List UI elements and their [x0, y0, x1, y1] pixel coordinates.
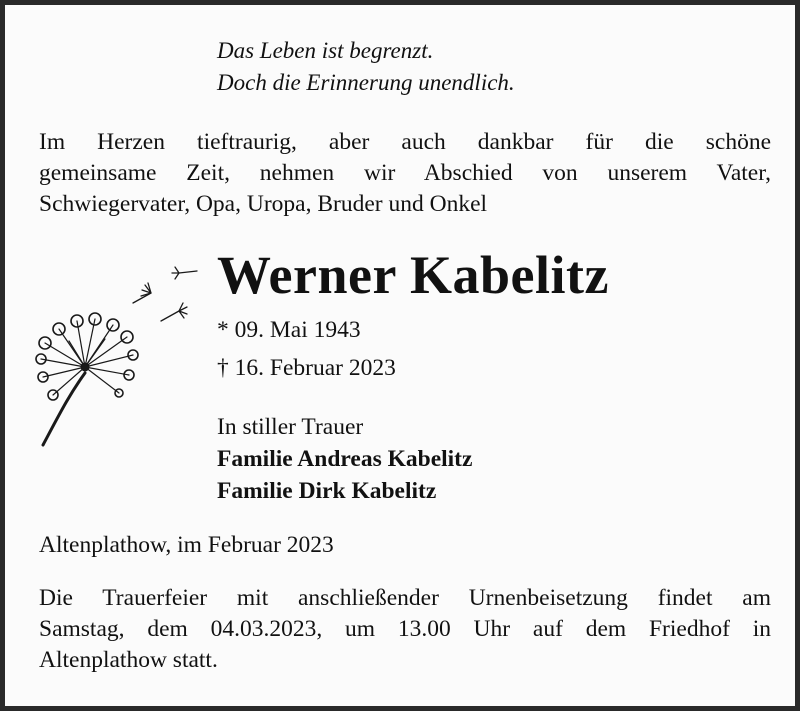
intro-line-1: Im Herzen tieftraurig, aber auch dankbar für die schöne — [39, 129, 771, 155]
family-2: Familie Dirk Kabelitz — [217, 478, 437, 504]
service-info — [39, 583, 771, 676]
mourners-heading: In stiller Trauer — [217, 414, 364, 440]
family-1: Familie Andreas Kabelitz — [217, 446, 473, 472]
dandelion-icon — [29, 255, 214, 455]
intro-line-2: gemeinsame Zeit, nehmen wir Abschied von unserem Vater, — [39, 160, 771, 186]
deceased-name: Werner Kabelitz — [217, 245, 609, 305]
intro-text — [39, 127, 771, 220]
life-dates — [217, 311, 396, 387]
intro-line-3: Schwiegervater, Opa, Uropa, Bruder und Onkel — [39, 191, 488, 217]
service-line-3: Altenplathow statt. — [39, 647, 218, 673]
motto-line-1: Das Leben ist begrenzt. — [217, 38, 434, 63]
motto-line-2: Doch die Erinnerung unendlich. — [217, 70, 515, 95]
place-date: Altenplathow, im Februar 2023 — [39, 532, 334, 558]
mourners — [217, 411, 472, 507]
service-line-1: Die Trauerfeier mit anschließender Urnenbeisetzung findet am — [39, 585, 771, 611]
service-line-2: Samstag, dem 04.03.2023, um 13.00 Uhr auf dem Friedhof in — [39, 616, 771, 642]
motto — [217, 35, 515, 99]
birth-date: * 09. Mai 1943 — [217, 317, 361, 343]
death-date: † 16. Februar 2023 — [217, 355, 396, 381]
